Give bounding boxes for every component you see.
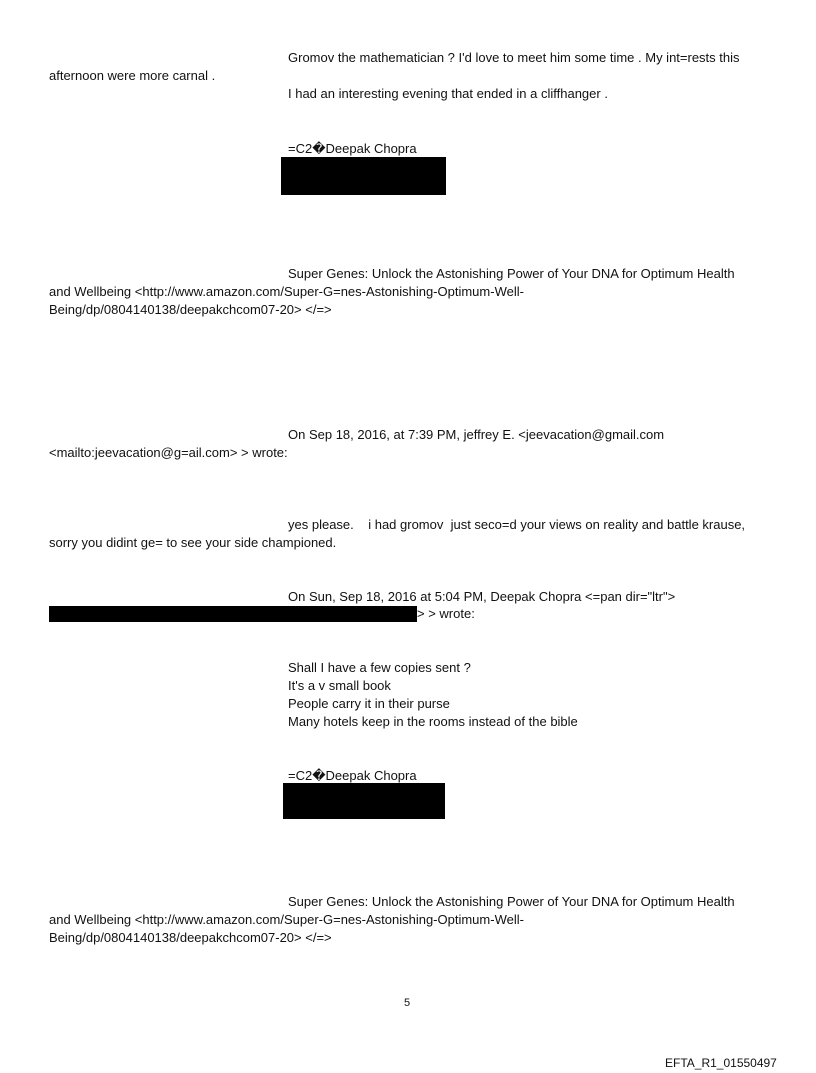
book-title-line: Super Genes: Unlock the Astonishing Power of Your DNA for Optimum Health — [288, 894, 735, 909]
message-line: People carry it in their purse — [288, 696, 450, 711]
book-link-line: and Wellbeing <http://www.amazon.com/Super-G=nes-Astonishing-Optimum-Well- — [49, 284, 524, 299]
reply-header-line: On Sun, Sep 18, 2016 at 5:04 PM, Deepak Chopra <=pan dir="ltr"> — [288, 589, 676, 604]
reply-header-line: <mailto:jeevacation@g=ail.com> > wrote: — [49, 445, 288, 460]
book-link-line: Being/dp/0804140138/deepakchcom07-20> </=> — [49, 302, 332, 317]
message-line: yes please. i had gromov just seco=d your views on reality and battle krause, — [288, 517, 746, 532]
signature-name: =C2�Deepak Chopra — [288, 768, 417, 783]
book-link-line: and Wellbeing <http://www.amazon.com/Super-G=nes-Astonishing-Optimum-Well- — [49, 912, 524, 927]
redaction-box — [283, 783, 445, 819]
message-line: Shall I have a few copies sent ? — [288, 660, 471, 675]
reply-header-tail: > > wrote: — [417, 606, 475, 621]
redaction-box — [281, 157, 446, 195]
message-line: Many hotels keep in the rooms instead of the bible — [288, 714, 578, 729]
message-line: It's a v small book — [288, 678, 391, 693]
document-id: EFTA_R1_01550497 — [665, 1056, 777, 1070]
page-number: 5 — [404, 997, 411, 1009]
message-line: Gromov the mathematician ? I'd love to meet him some time . My int=rests this — [288, 50, 740, 65]
message-line: sorry you didint ge= to see your side championed. — [49, 535, 337, 550]
book-title-line: Super Genes: Unlock the Astonishing Power of Your DNA for Optimum Health — [288, 266, 735, 281]
redaction-box — [49, 606, 417, 622]
signature-name: =C2�Deepak Chopra — [288, 141, 417, 156]
book-link-line: Being/dp/0804140138/deepakchcom07-20> </=> — [49, 930, 332, 945]
reply-header-line: On Sep 18, 2016, at 7:39 PM, jeffrey E. <jeevacation@gmail.com — [288, 427, 665, 442]
message-line: afternoon were more carnal . — [49, 68, 216, 83]
message-line: I had an interesting evening that ended in a cliffhanger . — [288, 86, 608, 101]
